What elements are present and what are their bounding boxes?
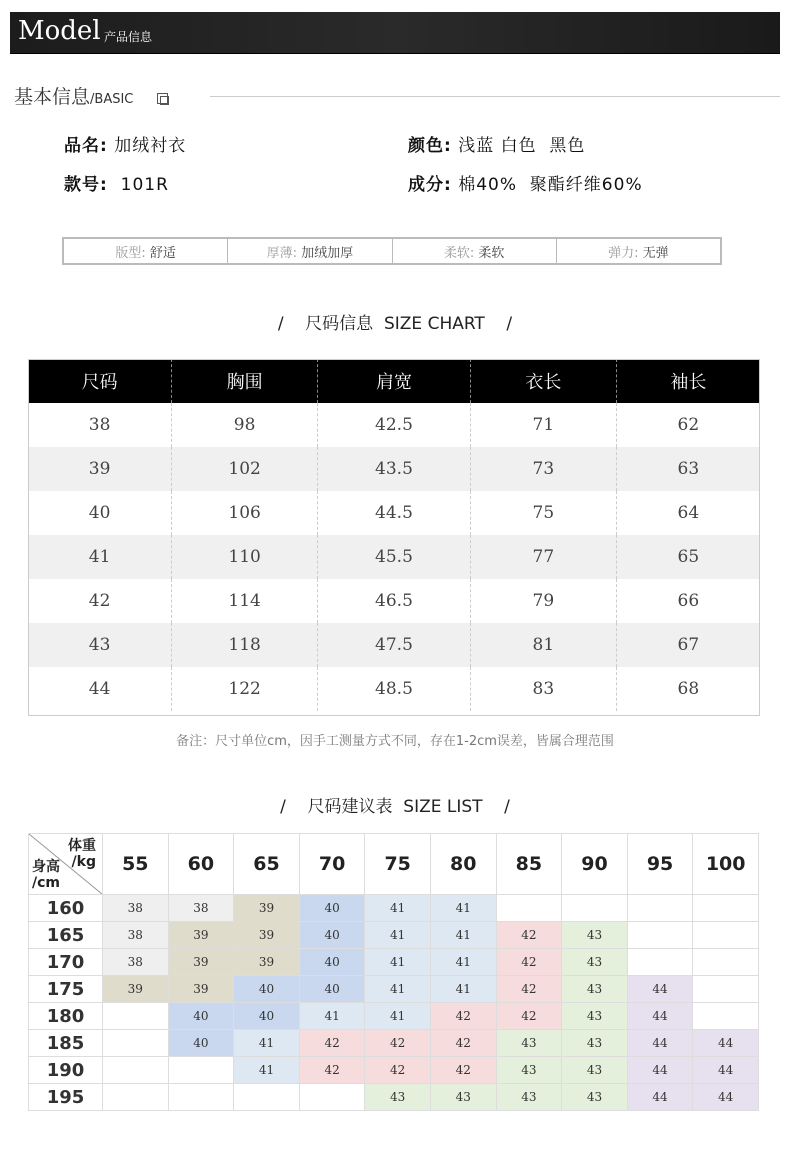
size-list-corner	[29, 834, 103, 895]
size-chart-cell: 114	[172, 579, 318, 623]
style-number-label: 款号:	[64, 175, 108, 195]
size-list-cell: 43	[562, 922, 628, 949]
product-name-label: 品名:	[64, 136, 108, 156]
size-list-cell: 39	[168, 922, 234, 949]
size-chart-row	[28, 579, 760, 623]
attribute-bar	[62, 237, 722, 265]
size-chart-cell: 75	[471, 491, 617, 535]
corner-height-label: 身高 /cm	[32, 859, 60, 891]
size-chart-cell: 42.5	[317, 403, 470, 447]
size-chart-cell: 122	[172, 667, 318, 711]
attribute-key: 柔软:	[443, 245, 475, 261]
size-list-cell: 44	[627, 1084, 693, 1111]
size-list-cell	[627, 895, 693, 922]
size-list-row	[29, 1003, 759, 1030]
size-chart-cell: 46.5	[317, 579, 470, 623]
size-list-row	[29, 922, 759, 949]
banner-subtitle: 产品信息	[104, 30, 153, 44]
size-chart-header-cell: 尺码	[28, 359, 172, 403]
size-chart-title: / 尺码信息 SIZE CHART /	[277, 314, 513, 334]
product-color	[408, 131, 585, 156]
size-list-cell: 44	[627, 976, 693, 1003]
size-list-cell: 38	[103, 895, 169, 922]
size-chart-cell: 43.5	[317, 447, 470, 491]
size-list-cell	[103, 1084, 169, 1111]
size-list-cell: 40	[299, 949, 365, 976]
size-list-cell: 43	[562, 1003, 628, 1030]
attribute-value: 舒适	[149, 245, 176, 261]
size-list-cell: 40	[234, 1003, 300, 1030]
size-list-cell: 41	[365, 895, 431, 922]
size-chart-cell: 44.5	[317, 491, 470, 535]
product-color-label: 颜色:	[408, 136, 452, 156]
size-list-cell: 44	[627, 1003, 693, 1030]
size-list-row	[29, 976, 759, 1003]
attribute-thickness	[228, 239, 392, 263]
size-chart-row	[28, 667, 760, 711]
product-material-value: 棉40% 聚酯纤维60%	[458, 175, 643, 195]
attribute-elasticity	[557, 239, 720, 263]
weight-header-cell: 65	[234, 834, 300, 895]
size-list-cell: 43	[562, 1057, 628, 1084]
size-list-table	[28, 833, 759, 1111]
attribute-key: 厚薄:	[266, 245, 298, 261]
size-chart-cell: 102	[172, 447, 318, 491]
height-header-cell: 185	[29, 1030, 103, 1057]
size-list-cell: 42	[496, 922, 562, 949]
size-list-cell	[103, 1003, 169, 1030]
size-list-cell: 41	[365, 922, 431, 949]
size-list-cell: 41	[365, 949, 431, 976]
height-header-cell: 190	[29, 1057, 103, 1084]
size-list-cell: 39	[103, 976, 169, 1003]
size-list-cell: 42	[496, 1003, 562, 1030]
size-list-cell	[496, 895, 562, 922]
size-list-cell: 40	[299, 895, 365, 922]
size-chart-cell: 118	[172, 623, 318, 667]
size-chart-cell: 44	[88, 679, 111, 699]
size-chart-cell: 39	[28, 447, 172, 491]
size-chart-cell: 73	[471, 447, 617, 491]
size-chart-cell: 42	[88, 591, 111, 611]
size-list-cell: 44	[627, 1057, 693, 1084]
weight-header-cell: 60	[168, 834, 234, 895]
size-chart-cell: 110	[172, 535, 318, 579]
size-chart-row	[28, 491, 760, 535]
size-chart-row	[28, 403, 760, 447]
size-list-cell: 41	[299, 1003, 365, 1030]
size-chart-table	[28, 359, 760, 711]
size-list-cell: 42	[365, 1057, 431, 1084]
product-name	[64, 131, 186, 156]
style-number-value: 101R	[120, 175, 169, 195]
size-chart-cell: 62	[616, 403, 760, 447]
size-list-row	[29, 895, 759, 922]
size-list-cell	[562, 895, 628, 922]
size-list-cell: 38	[168, 895, 234, 922]
attribute-softness	[393, 239, 557, 263]
basic-info-heading	[14, 82, 168, 109]
weight-header-cell: 75	[365, 834, 431, 895]
size-list-cell	[168, 1084, 234, 1111]
size-chart-cell: 83	[471, 667, 617, 711]
size-chart-cell: 41	[28, 535, 172, 579]
size-list-cell	[234, 1084, 300, 1111]
size-list-cell: 43	[430, 1084, 496, 1111]
size-list-cell: 41	[234, 1030, 300, 1057]
size-list-cell: 42	[496, 976, 562, 1003]
attribute-key: 版型:	[115, 245, 146, 261]
size-chart-cell: 79	[471, 579, 617, 623]
size-chart-header-cell: 衣长	[471, 359, 617, 403]
size-list-cell: 39	[168, 976, 234, 1003]
weight-header-cell: 80	[430, 834, 496, 895]
size-list-cell: 39	[168, 949, 234, 976]
size-list-cell	[627, 922, 693, 949]
height-header-cell: 180	[29, 1003, 103, 1030]
banner-model-title: Model	[18, 16, 101, 46]
size-list-cell: 43	[562, 1030, 628, 1057]
size-chart-cell: 98	[172, 403, 318, 447]
size-list-cell: 40	[168, 1030, 234, 1057]
size-list-cell: 44	[693, 1057, 759, 1084]
size-chart-header-cell: 胸围	[172, 359, 318, 403]
size-list-row	[29, 1030, 759, 1057]
size-list-cell: 43	[562, 976, 628, 1003]
product-name-value: 加绒衬衣	[114, 136, 187, 156]
size-chart-cell: 71	[471, 403, 617, 447]
size-list-cell	[693, 922, 759, 949]
height-header-cell: 160	[29, 895, 103, 922]
size-chart-cell: 106	[172, 491, 318, 535]
product-material-label: 成分:	[408, 175, 452, 195]
size-chart-row	[28, 447, 760, 491]
attribute-value: 柔软	[478, 245, 505, 261]
product-material	[408, 170, 643, 195]
size-list-cell: 42	[365, 1030, 431, 1057]
size-list-cell: 44	[627, 1030, 693, 1057]
size-list-cell: 41	[234, 1057, 300, 1084]
attribute-value: 加绒加厚	[301, 245, 354, 261]
weight-header-cell: 90	[562, 834, 628, 895]
corner-weight-label: 体重 /kg	[68, 838, 96, 870]
size-list-cell: 43	[365, 1084, 431, 1111]
measurement-note: 备注：尺寸单位cm，因手工测量方式不同，存在1-2cm误差，皆属合理范围	[176, 734, 614, 749]
height-header-cell: 165	[29, 922, 103, 949]
size-list-cell: 42	[430, 1030, 496, 1057]
size-chart-cell: 43	[28, 623, 172, 667]
size-list-row	[29, 1057, 759, 1084]
size-list-cell	[103, 1030, 169, 1057]
weight-header-cell: 70	[299, 834, 365, 895]
size-chart-cell: 77	[471, 535, 617, 579]
size-list-cell	[299, 1084, 365, 1111]
weight-header-cell: 85	[496, 834, 562, 895]
size-chart-cell: 81	[471, 623, 617, 667]
size-list-title: / 尺码建议表 SIZE LIST /	[280, 797, 510, 817]
size-list-cell: 41	[430, 895, 496, 922]
size-chart-cell: 65	[616, 535, 760, 579]
size-list-cell: 38	[103, 949, 169, 976]
weight-header-cell: 100	[693, 834, 759, 895]
size-list-cell: 41	[430, 976, 496, 1003]
size-list-cell: 40	[234, 976, 300, 1003]
size-list-cell	[693, 949, 759, 976]
size-list-cell: 40	[299, 922, 365, 949]
size-chart-header-cell: 袖长	[616, 359, 760, 403]
height-header-cell: 175	[29, 976, 103, 1003]
size-chart-header-row	[28, 359, 760, 403]
size-list-cell: 40	[299, 976, 365, 1003]
attribute-value: 无弹	[642, 245, 669, 261]
size-list-cell	[693, 895, 759, 922]
size-chart-cell: 48.5	[317, 667, 470, 711]
size-chart-cell: 68	[616, 667, 760, 711]
size-list-cell: 41	[430, 949, 496, 976]
weight-header-cell: 95	[627, 834, 693, 895]
size-list-cell: 38	[103, 922, 169, 949]
attribute-key: 弹力:	[608, 245, 639, 261]
size-chart-cell: 38	[88, 415, 111, 435]
size-list-cell: 43	[562, 1084, 628, 1111]
product-color-value: 浅蓝 白色 黑色	[458, 136, 586, 156]
size-list-header-row	[29, 834, 759, 895]
size-list-cell: 44	[693, 1030, 759, 1057]
size-list-cell: 43	[496, 1030, 562, 1057]
style-number	[64, 170, 169, 195]
size-list-cell	[103, 1057, 169, 1084]
basic-info-title-en: /BASIC	[90, 92, 134, 107]
size-list-cell	[168, 1057, 234, 1084]
size-list-cell: 39	[234, 922, 300, 949]
size-list-row	[29, 949, 759, 976]
size-chart-cell: 67	[616, 623, 760, 667]
size-chart-row	[28, 623, 760, 667]
size-chart-row	[28, 535, 760, 579]
size-list-cell: 42	[430, 1057, 496, 1084]
size-chart-cell: 63	[616, 447, 760, 491]
basic-divider	[210, 96, 780, 97]
size-chart-cell: 45.5	[317, 535, 470, 579]
basic-info-title: 基本信息	[14, 86, 91, 108]
size-chart-cell: 40	[88, 503, 111, 523]
size-list-cell: 40	[168, 1003, 234, 1030]
size-list-cell: 41	[365, 1003, 431, 1030]
size-list-cell: 42	[299, 1030, 365, 1057]
size-list-cell	[693, 1003, 759, 1030]
size-list-cell: 39	[234, 949, 300, 976]
size-list-cell: 42	[496, 949, 562, 976]
model-banner	[10, 12, 780, 54]
height-header-cell: 170	[29, 949, 103, 976]
copy-icon	[157, 93, 168, 104]
size-chart-cell: 47.5	[317, 623, 470, 667]
size-list-cell: 41	[430, 922, 496, 949]
size-list-cell: 43	[496, 1057, 562, 1084]
size-list-cell	[693, 976, 759, 1003]
size-list-row	[29, 1084, 759, 1111]
size-chart-cell: 66	[616, 579, 760, 623]
size-list-cell: 44	[693, 1084, 759, 1111]
size-list-cell: 43	[496, 1084, 562, 1111]
size-chart-header-cell: 肩宽	[317, 359, 470, 403]
size-list-cell: 42	[430, 1003, 496, 1030]
size-list-cell: 43	[562, 949, 628, 976]
size-list-cell: 39	[234, 895, 300, 922]
size-list-cell: 41	[365, 976, 431, 1003]
size-chart-cell: 64	[616, 491, 760, 535]
weight-header-cell: 55	[103, 834, 169, 895]
attribute-fit	[64, 239, 228, 263]
height-header-cell: 195	[29, 1084, 103, 1111]
size-list-cell: 42	[299, 1057, 365, 1084]
size-list-cell	[627, 949, 693, 976]
